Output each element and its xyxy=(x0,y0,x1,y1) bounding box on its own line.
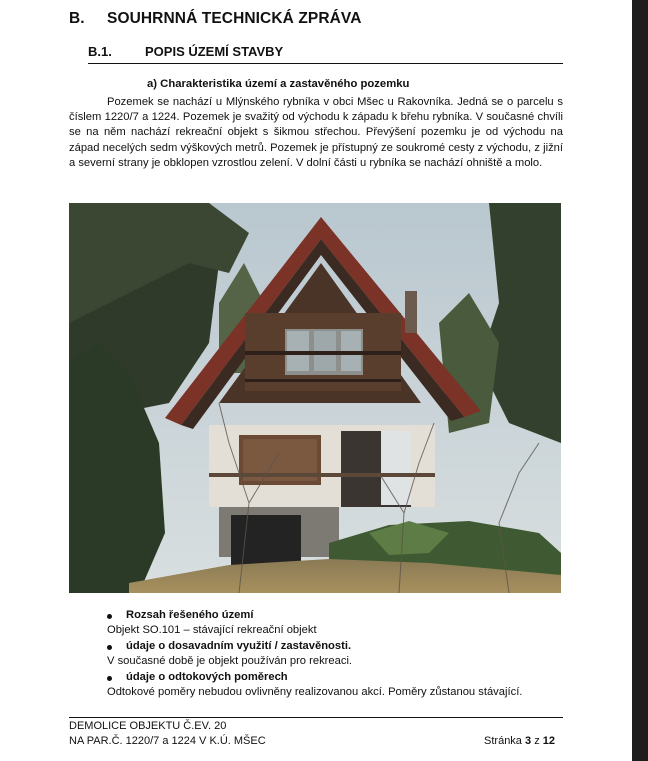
subsection-number: B.1. xyxy=(88,44,112,59)
footer-line-2: NA PAR.Č. 1220/7 a 1224 V K.Ú. MŠEC xyxy=(69,735,266,747)
bullet-text: Objekt SO.101 – stávající rekreační objekt xyxy=(107,624,317,637)
bullet-dot-icon xyxy=(107,614,112,619)
footer-divider xyxy=(69,717,563,718)
page-sep: z xyxy=(534,735,540,747)
body-paragraph: Pozemek se nachází u Mlýnského rybníka v obci Mšec u Rakovníka. Jedná se o parcelu s číslem 1220/7 a 1224. Pozemek je svažitý od východu k západu k břehu rybníka. V současné chvíli se na něm nachází rekreační objekt s šikmou střechou. Převýšení pozemku je od východu na západ necelých sedm výškových metrů. Pozemek je přístupný ze soukromé cesty z východu, z jižní a severní strany je obklopen vzrostlou zelení. V dolní části u rybníka se nachází ohniště a molo. xyxy=(69,96,563,169)
bullet-label: údaje o odtokových poměrech xyxy=(126,670,288,683)
section-heading xyxy=(69,10,362,28)
bullet-label: Rozsah řešeného území xyxy=(126,609,254,621)
section-number: B. xyxy=(69,10,85,27)
subheading: a) Charakteristika území a zastavěného pozemku xyxy=(147,78,410,90)
footer-line-1: DEMOLICE OBJEKTU Č.EV. 20 xyxy=(69,720,227,732)
page-number xyxy=(484,734,555,749)
subsection-underline xyxy=(88,63,563,64)
bullet-list xyxy=(107,608,577,701)
house-photo xyxy=(69,203,561,593)
page-current: 3 xyxy=(525,735,532,747)
bullet-dot-icon xyxy=(107,676,112,681)
subsection-title: POPIS ÚZEMÍ STAVBY xyxy=(145,44,284,59)
bullet-label: údaje o dosavadním využití / zastavěnosti. xyxy=(126,639,352,652)
section-title: SOUHRNNÁ TECHNICKÁ ZPRÁVA xyxy=(107,10,362,27)
bullet-text: Odtokové poměry nebudou ovlivněny realizovanou akcí. Poměry zůstanou stávající. xyxy=(107,686,523,699)
bullet-text: V současné době je objekt používán pro rekreaci. xyxy=(107,655,353,668)
footer-project xyxy=(69,719,266,749)
viewer-edge xyxy=(632,0,648,761)
page-prefix: Stránka xyxy=(484,735,522,747)
subsection-heading xyxy=(88,44,283,59)
bullet-item-scope xyxy=(107,608,577,623)
bullet-item-usage xyxy=(107,639,577,654)
page-total: 12 xyxy=(542,735,555,747)
bullet-item-drainage xyxy=(107,670,577,685)
bullet-dot-icon xyxy=(107,645,112,650)
